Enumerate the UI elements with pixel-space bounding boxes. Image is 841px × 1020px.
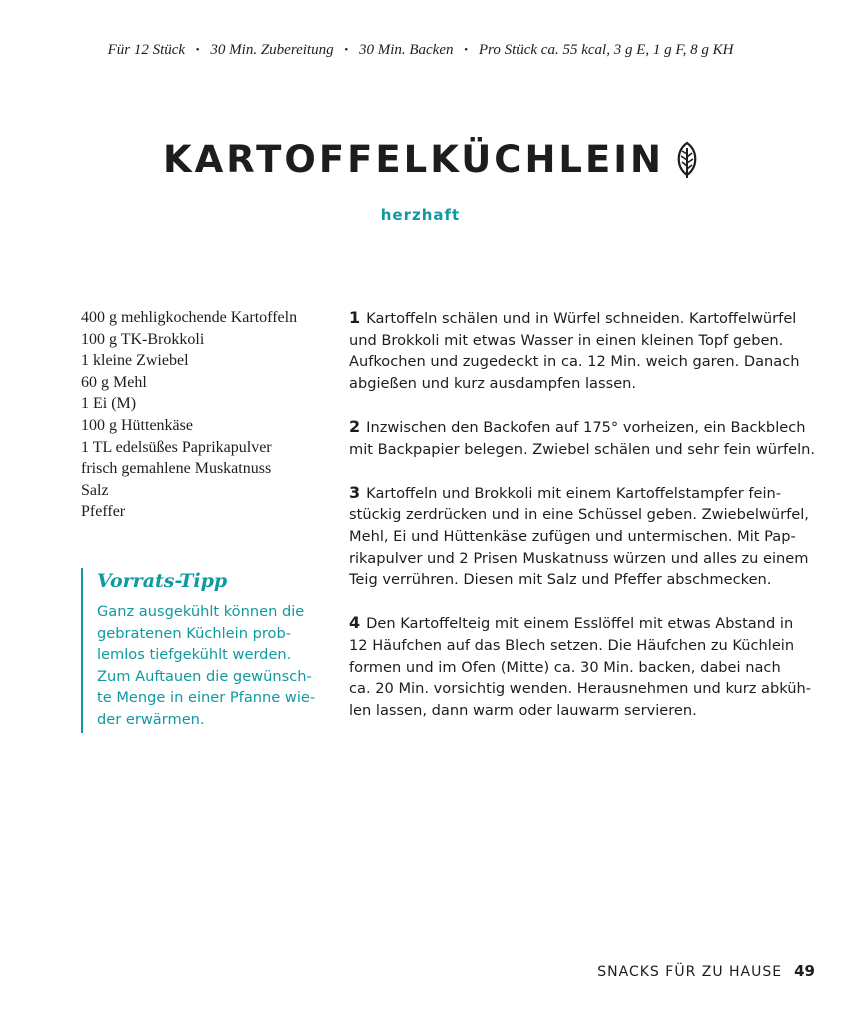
step-line: ca. 20 Min. vorsichtig wenden. Herausnehmen und kurz abküh- — [349, 680, 811, 698]
step-line: Mehl, Ei und Hüttenkäse zufügen und untermischen. Mit Pap- — [349, 527, 796, 545]
tip-title: Vorrats-Tipp — [97, 570, 228, 592]
step-line — [349, 416, 806, 439]
ingredient-item: Salz — [81, 481, 109, 499]
tip-text-line: Zum Auftauen die gewünsch- — [97, 667, 312, 685]
step-text: Kartoffeln schälen und in Würfel schneiden. Kartoffelwürfel — [366, 310, 797, 327]
step-text: Kartoffeln und Brokkoli mit einem Kartoffelstampfer fein- — [366, 484, 782, 502]
step-text: Inzwischen den Backofen auf 175° vorheizen, ein Backblech — [366, 418, 806, 436]
page-footer — [597, 962, 815, 980]
ingredient-item: 1 kleine Zwiebel — [81, 352, 189, 370]
tip-text-line: Ganz ausgekühlt können die — [97, 603, 305, 620]
step-number: 4 — [349, 613, 361, 633]
step-line: len lassen, dann warm oder lauwarm servieren. — [349, 701, 697, 719]
step-line: stückig zerdrücken und in eine Schüssel geben. Zwiebelwürfel, — [349, 506, 809, 524]
ingredient-item: 400 g mehligkochende Kartoffeln — [81, 309, 298, 326]
step-3 — [349, 482, 809, 591]
instruction-steps — [349, 307, 816, 743]
step-number: 3 — [349, 482, 361, 502]
step-line — [349, 612, 799, 635]
step-1 — [349, 307, 799, 394]
step-line: abgießen und kurz ausdampfen lassen. — [349, 374, 637, 392]
ingredient-item: Pfeffer — [81, 503, 126, 521]
meta-yield: Für 12 Stück — [107, 42, 186, 58]
meta-bake-time: 30 Min. Backen — [358, 42, 454, 58]
step-line: Aufkochen und zugedeckt in ca. 12 Min. weich garen. Danach — [349, 353, 800, 371]
step-number: 2 — [349, 416, 361, 436]
recipe-title: KARTOFFELKÜCHLEIN — [163, 138, 664, 181]
tip-box — [81, 568, 316, 733]
step-line — [349, 307, 799, 330]
meta-nutrition: Pro Stück ca. 55 kcal, 3 g E, 1 g F, 8 g KH — [478, 42, 734, 58]
page-number: 49 — [794, 962, 815, 980]
step-line: Teig verrühren. Diesen mit Salz und Pfeffer abschmecken. — [349, 571, 772, 589]
meta-prep-time: 30 Min. Zubereitung — [210, 42, 334, 58]
meta-separator: • — [195, 44, 200, 56]
step-line — [349, 482, 799, 505]
step-line: mit Backpapier belegen. Zwiebel schälen und sehr fein würfeln. — [349, 440, 816, 458]
tip-text-line: te Menge in einer Pfanne wie- — [97, 689, 316, 707]
step-4 — [349, 612, 811, 721]
step-2 — [349, 416, 816, 460]
step-text: Den Kartoffelteig mit einem Esslöffel mit etwas Abstand in — [366, 615, 794, 633]
tip-text-line: der erwärmen. — [97, 710, 205, 728]
ingredient-item: 1 Ei (M) — [81, 395, 137, 413]
meta-separator: • — [344, 44, 349, 56]
step-line: rikapulver und 2 Prisen Muskatnuss würzen und alles zu einem — [349, 549, 809, 567]
leaf-icon — [674, 140, 700, 180]
step-line: formen und im Ofen (Mitte) ca. 30 Min. backen, dabei nach — [349, 658, 781, 676]
ingredient-item: 60 g Mehl — [81, 373, 147, 391]
step-line: und Brokkoli mit etwas Wasser in einen kleinen Topf geben. — [349, 331, 784, 349]
recipe-meta — [0, 42, 841, 59]
ingredient-item: frisch gemahlene Muskatnuss — [81, 460, 272, 478]
title-row — [0, 138, 841, 181]
footer-section-title: SNACKS FÜR ZU HAUSE — [597, 964, 783, 980]
tip-text-line: lemlos tiefgekühlt werden. — [97, 646, 292, 664]
meta-separator: • — [464, 44, 469, 56]
step-number: 1 — [349, 308, 361, 327]
ingredient-item: 100 g Hüttenkäse — [81, 416, 193, 434]
ingredient-item: 1 TL edelsüßes Paprikapulver — [81, 438, 272, 456]
step-line: 12 Häufchen auf das Blech setzen. Die Häufchen zu Küchlein — [349, 636, 795, 654]
tip-text-line: gebratenen Küchlein prob- — [97, 624, 292, 642]
ingredient-item: 100 g TK-Brokkoli — [81, 330, 205, 348]
recipe-subtitle: herzhaft — [380, 206, 461, 224]
ingredient-list — [81, 307, 331, 523]
